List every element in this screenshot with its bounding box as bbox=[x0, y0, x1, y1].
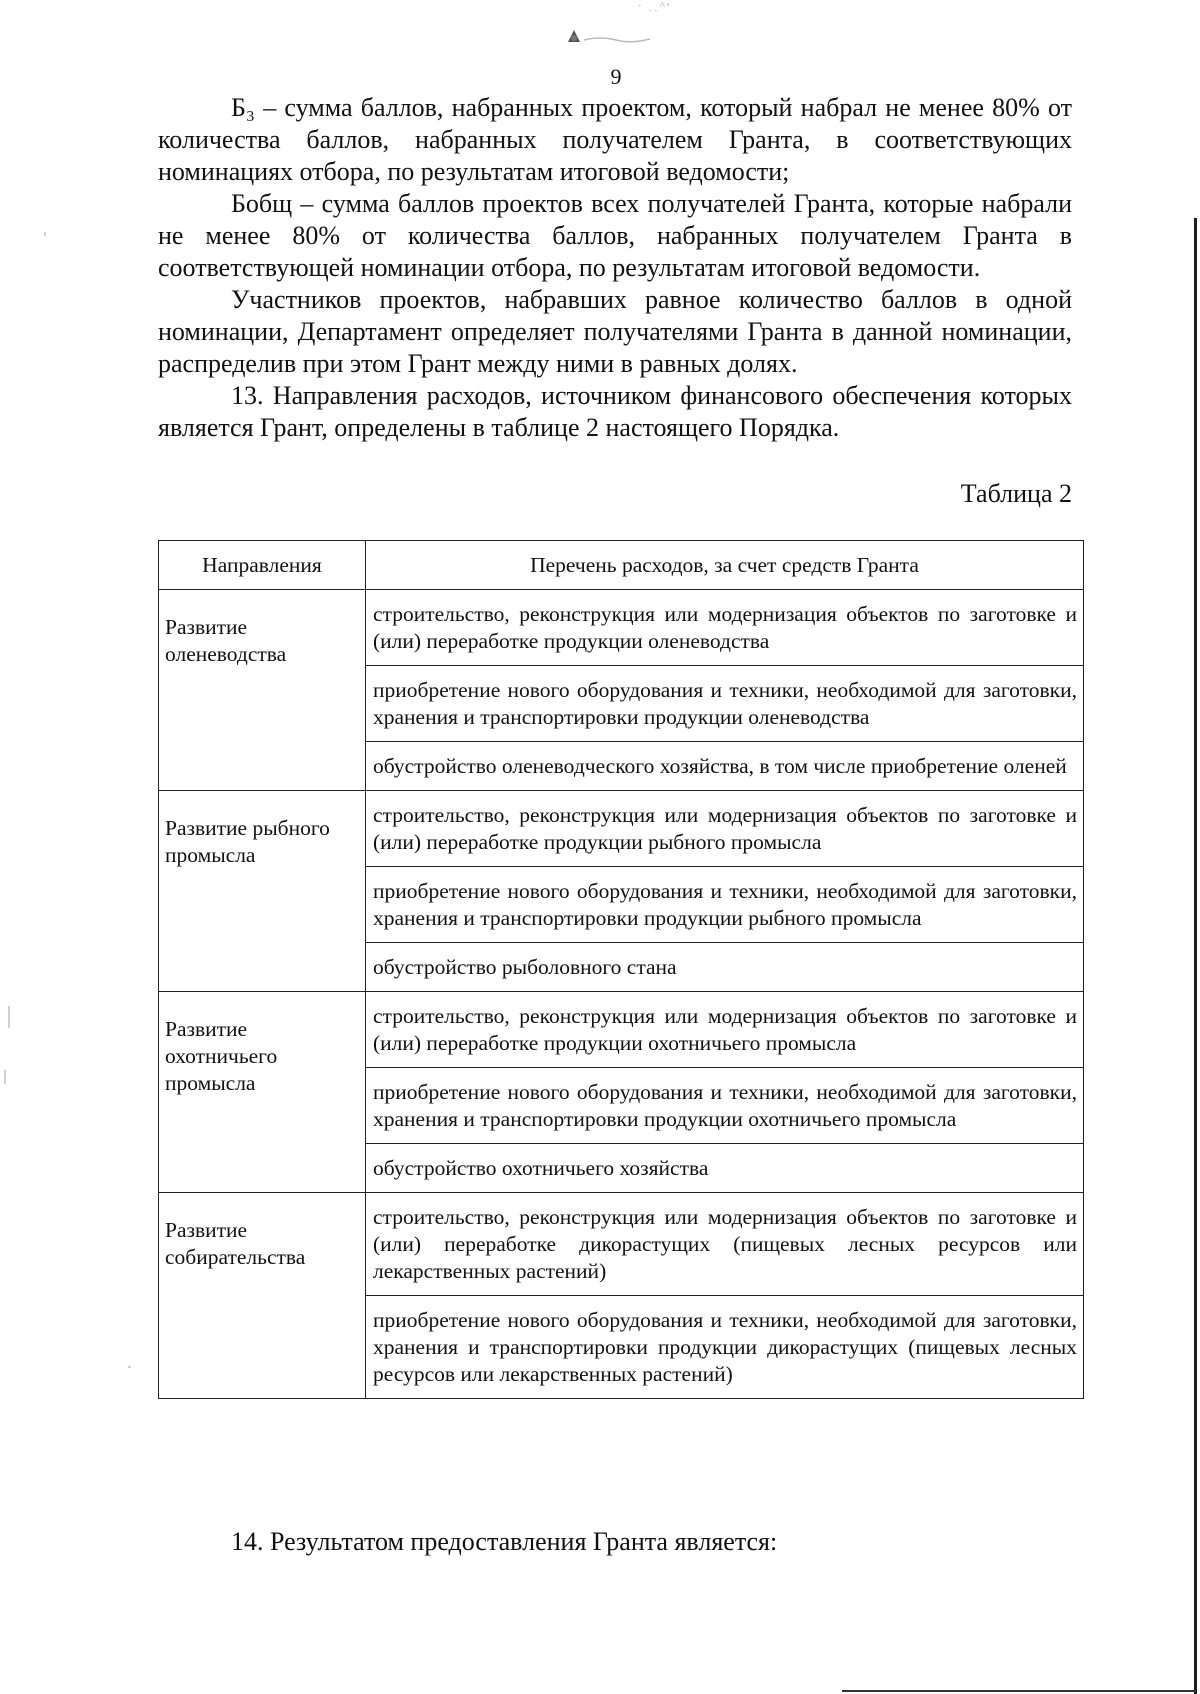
table-row bbox=[159, 791, 1084, 867]
page-number: 9 bbox=[610, 64, 622, 89]
paragraph: Участников проектов, набравших равное количество баллов в одной номинации, Департамент определяет получателями Гранта в данной номинации, распределив при этом Грант между ними в равных долях. bbox=[158, 285, 1072, 378]
expense-cell: обустройство оленеводческого хозяйства, в том числе приобретение оленей bbox=[366, 742, 1084, 791]
scan-speck bbox=[8, 1006, 10, 1028]
expense-cell: приобретение нового оборудования и техники, необходимой для заготовки, хранения и транспортировки продукции дикорастущих (пищевых лесных ресурсов или лекарственных растений) bbox=[366, 1296, 1084, 1399]
document-body bbox=[158, 92, 1072, 510]
scan-speck bbox=[4, 1070, 6, 1084]
header-expenses: Перечень расходов, за счет средств Гранта bbox=[366, 541, 1084, 590]
scan-speck bbox=[128, 1366, 131, 1368]
table-row bbox=[159, 992, 1084, 1068]
direction-cell: Развитие собирательства bbox=[159, 1193, 366, 1399]
scan-speck bbox=[44, 232, 46, 236]
scan-border-bottom bbox=[842, 1690, 1196, 1692]
expense-cell: приобретение нового оборудования и техники, необходимой для заготовки, хранения и транспортировки продукции оленеводства bbox=[366, 666, 1084, 742]
paragraph: Бобщ – сумма баллов проектов всех получателей Гранта, которые набрали не менее 80% от количества баллов, набранных получателем Гранта в соответствующей номинации отбора, по результатам итоговой ведомости. bbox=[158, 189, 1072, 282]
table-row bbox=[159, 590, 1084, 666]
direction-cell: Развитие рыбного промысла bbox=[159, 791, 366, 992]
expense-cell: строительство, реконструкция или модернизация объектов по заготовке и (или) переработке дикорастущих (пищевых лесных ресурсов или лекарственных растений) bbox=[366, 1193, 1084, 1296]
expense-cell: строительство, реконструкция или модернизация объектов по заготовке и (или) переработке продукции оленеводства bbox=[366, 590, 1084, 666]
direction-cell: Развитие оленеводства bbox=[159, 590, 366, 791]
scan-border-right bbox=[1194, 218, 1197, 1694]
table-row bbox=[159, 1193, 1084, 1296]
expense-cell: обустройство охотничьего хозяйства bbox=[366, 1144, 1084, 1193]
paragraph: Б₃ – сумма баллов, набранных проектом, который набрал не менее 80% от количества баллов, набранных получателем Гранта, в соответствующих номинациях отбора, по результатам итоговой ведомости; bbox=[158, 93, 1072, 186]
header-directions: Направления bbox=[159, 541, 366, 590]
expense-cell: обустройство рыболовного стана bbox=[366, 943, 1084, 992]
direction-cell: Развитие охотничьего промысла bbox=[159, 992, 366, 1193]
expense-cell: строительство, реконструкция или модернизация объектов по заготовке и (или) переработке продукции рыбного промысла bbox=[366, 791, 1084, 867]
expense-cell: приобретение нового оборудования и техники, необходимой для заготовки, хранения и транспортировки продукции рыбного промысла bbox=[366, 867, 1084, 943]
table-caption: Таблица 2 bbox=[960, 479, 1072, 508]
stamp-mark-icon bbox=[560, 26, 656, 48]
paragraph: 13. Направления расходов, источником финансового обеспечения которых является Грант, определены в таблице 2 настоящего Порядка. bbox=[158, 381, 1072, 442]
scan-noise: · ˏˏ^ˢ bbox=[638, 0, 672, 12]
result-line: 14. Результатом предоставления Гранта является: bbox=[231, 1527, 778, 1556]
expense-cell: строительство, реконструкция или модернизация объектов по заготовке и (или) переработке продукции охотничьего промысла bbox=[366, 992, 1084, 1068]
expense-cell: приобретение нового оборудования и техники, необходимой для заготовки, хранения и транспортировки продукции охотничьего промысла bbox=[366, 1068, 1084, 1144]
expenses-table bbox=[158, 540, 1084, 1399]
table-header-row bbox=[159, 541, 1084, 590]
